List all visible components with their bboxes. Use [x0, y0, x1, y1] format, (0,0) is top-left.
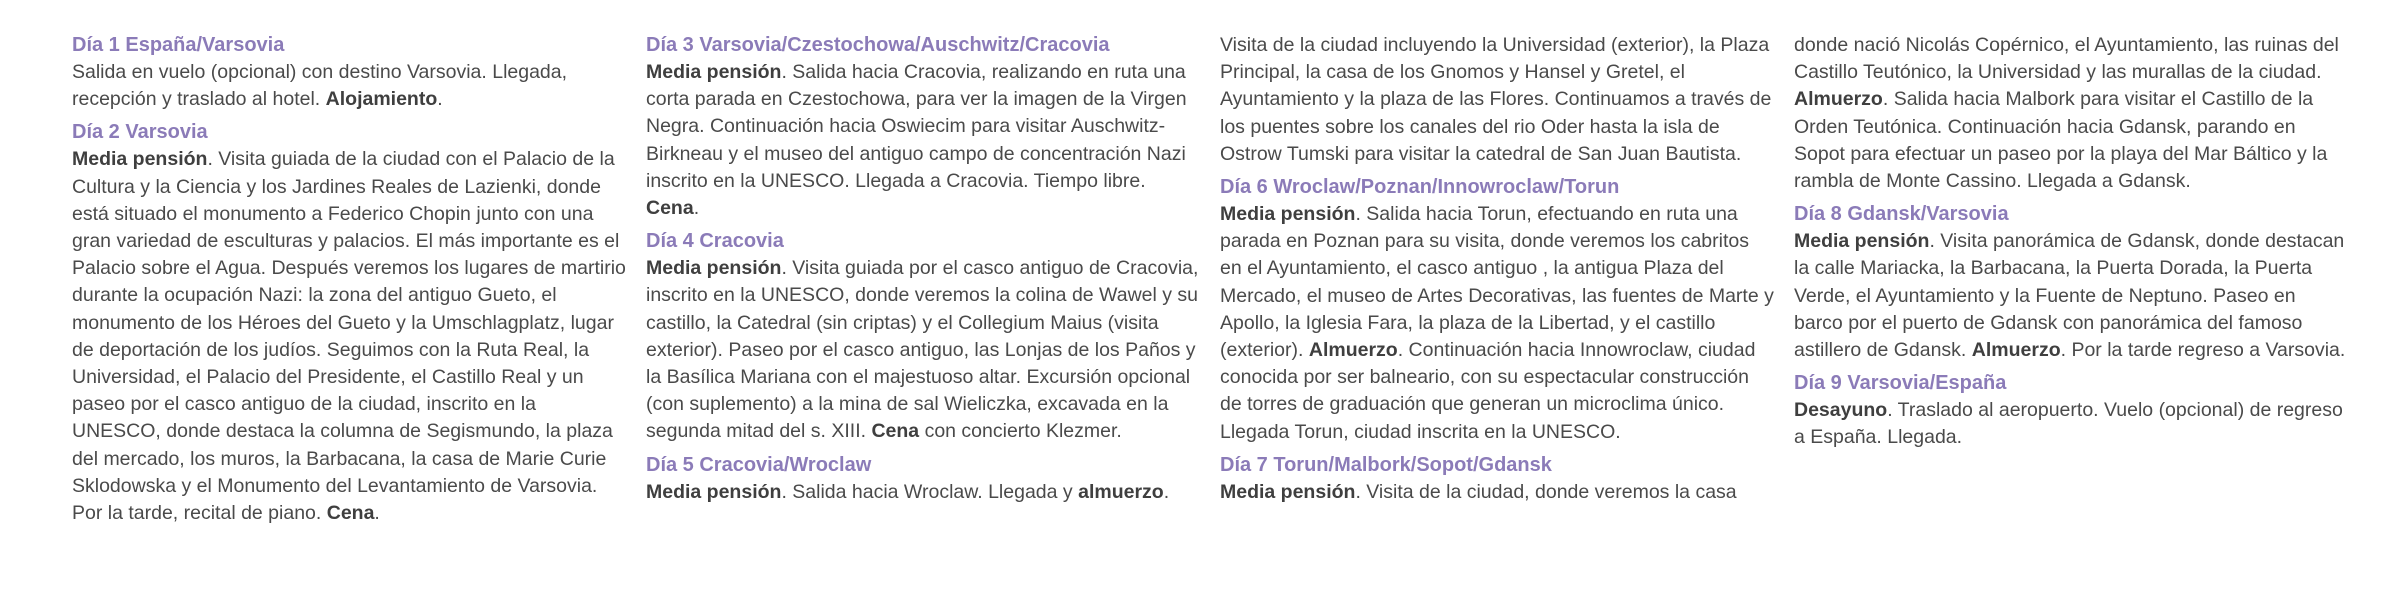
day-description: [646, 59, 1200, 222]
itinerary-column-3: [1220, 32, 1794, 613]
itinerary-day: [1794, 370, 2348, 451]
itinerary-column-4: [1794, 32, 2368, 613]
day-title: Día 1 España/Varsovia: [72, 34, 285, 56]
day-description: [1794, 32, 2348, 195]
description-text: con concierto Klezmer.: [919, 420, 1122, 443]
day-title: Día 7 Torun/Malbork/Sopot/Gdansk: [1220, 453, 1552, 476]
itinerary-day: [72, 32, 626, 113]
description-text: .: [1163, 480, 1170, 503]
day-description: [72, 59, 626, 113]
highlight-text: Media pensión: [1220, 203, 1356, 226]
itinerary-day: [646, 452, 1200, 506]
description-text: . Visita guiada por el casco antiguo de Cracovia, inscrito en la UNESCO, donde veremos la colina de Wawel y su castillo, la Catedral (sin criptas) y el Collegium Maius (visita exterior). Paseo por el casco antiguo, las Lonjas de los Paños y la Basílica Mariana con el majestuoso altar. Excursión opcional (con suplemento) a la mina de sal Wieliczka, excavada en la segunda mitad del s. XIII.: [646, 257, 1199, 443]
day-title: Día 2 Varsovia: [72, 121, 208, 144]
description-text: . Salida hacia Torun, efectuando en ruta una parada en Poznan para su visita, donde veremos los cabritos en el Ayuntamiento, el casco antiguo , la antigua Plaza del Mercado, el museo de Artes Decorativas, las fuentes de Marte y Apollo, la Iglesia Fara, la plaza de la Libertad, y el castillo (exterior).: [1220, 203, 1774, 362]
description-text: . Salida hacia Malbork para visitar el Castillo de la Orden Teutónica. Continuación hacia Gdansk, parando en Sopot para efectuar un paseo por la playa del Mar Báltico y la rambla de Monte Cassino. Llegada a Gdansk.: [1794, 88, 2328, 193]
highlight-text: Media pensión: [72, 148, 208, 171]
description-text: . Salida hacia Cracovia, realizando en ruta una corta parada en Czestochowa, para ver la imagen de la Virgen Negra. Continuación hacia Oswiecim para visitar Auschwitz-Birkneau y el museo del antiguo campo de concentración Nazi inscrito en la UNESCO. Llegada a Cracovia. Tiempo libre.: [646, 61, 1187, 192]
itinerary-day: [646, 228, 1200, 445]
itinerary-day: [1220, 32, 1774, 168]
description-text: . Continuación hacia Innowroclaw, ciudad conocida por ser balneario, con su espectacular construcción de torres de graduación que generan un microclima único. Llegada Torun, ciudad inscrita en la UNESCO.: [1220, 339, 1756, 443]
day-title: Día 8 Gdansk/Varsovia: [1794, 203, 2009, 226]
description-text: . Visita de la ciudad, donde veremos la casa: [1355, 480, 1737, 503]
day-description: [72, 146, 626, 527]
highlight-text: Almuerzo: [1971, 339, 2061, 362]
itinerary-day: [1794, 32, 2348, 195]
description-text: Visita de la ciudad incluyendo la Universidad (exterior), la Plaza Principal, la casa de los Gnomos y Hansel y Gretel, el Ayuntamiento y la plaza de las Flores. Continuamos a través de los puentes sobre los canales del rio Oder hasta la isla de Ostrow Tumski para visitar la catedral de San Juan Bautista.: [1220, 34, 1772, 165]
highlight-text: almuerzo: [1078, 480, 1164, 503]
day-description: [646, 255, 1200, 445]
description-text: . Visita panorámica de Gdansk, donde destacan la calle Mariacka, la Barbacana, la Puerta Dorada, la Puerta Verde, el Ayuntamiento y la Fuente de Neptuno. Paseo en barco por el puerto de Gdansk con panorámica del famoso astillero de Gdansk.: [1794, 230, 2345, 362]
day-title: Día 4 Cracovia: [646, 230, 784, 253]
day-title: Día 9 Varsovia/España: [1794, 372, 2007, 395]
highlight-text: Cena: [871, 420, 920, 443]
itinerary-day: [1220, 452, 1774, 506]
itinerary-day: [1220, 174, 1774, 446]
description-text: .: [374, 502, 380, 525]
highlight-text: Cena: [326, 502, 375, 525]
highlight-text: Media pensión: [646, 257, 782, 280]
description-text: . Por la tarde regreso a Varsovia.: [2060, 339, 2346, 362]
highlight-text: Almuerzo: [1308, 339, 1398, 362]
day-title: Día 6 Wroclaw/Poznan/Innowroclaw/Torun: [1220, 176, 1620, 199]
itinerary-day: [72, 119, 626, 527]
description-text: donde nació Nicolás Copérnico, el Ayuntamiento, las ruinas del Castillo Teutónico, la Universidad y las murallas de la ciudad.: [1794, 34, 2339, 84]
itinerary-column-1: [72, 32, 646, 613]
day-description: [1794, 397, 2348, 451]
itinerary-day: [1794, 201, 2348, 364]
day-description: [1220, 32, 1774, 168]
day-description: [1220, 479, 1774, 506]
day-title: Día 5 Cracovia/Wroclaw: [646, 453, 872, 476]
highlight-text: Cena: [646, 197, 694, 220]
day-title: Día 3 Varsovia/Czestochowa/Auschwitz/Cracovia: [646, 34, 1110, 56]
highlight-text: Media pensión: [646, 61, 782, 83]
highlight-text: Media pensión: [646, 480, 782, 503]
itinerary-day: [646, 32, 1200, 222]
day-description: [1220, 201, 1774, 446]
description-text: . Traslado al aeropuerto. Vuelo (opcional) de regreso a España. Llegada.: [1794, 399, 2343, 449]
description-text: . Salida hacia Wroclaw. Llegada y: [781, 480, 1079, 503]
description-text: Salida en vuelo (opcional) con destino Varsovia. Llegada, recepción y traslado al hotel.: [72, 61, 568, 111]
itinerary-column-2: [646, 32, 1220, 613]
highlight-text: Media pensión: [1794, 230, 1930, 253]
day-description: [1794, 228, 2348, 364]
highlight-text: Media pensión: [1220, 480, 1356, 503]
day-description: [646, 479, 1200, 506]
highlight-text: Desayuno: [1794, 399, 1888, 422]
highlight-text: Almuerzo: [1794, 88, 1883, 111]
highlight-text: Alojamiento: [325, 88, 438, 111]
description-text: .: [437, 88, 443, 111]
description-text: .: [693, 197, 700, 220]
description-text: . Visita guiada de la ciudad con el Palacio de la Cultura y la Ciencia y los Jardines Reales de Lazienki, donde está situado el monumento a Federico Chopin junto con una gran variedad de esculturas y palacios. El más importante es el Palacio sobre el Agua. Después veremos los lugares de martirio durante la ocupación Nazi: la zona del antiguo Gueto, el monumento de los Héroes del Gueto y la Umschlagplatz, lugar de deportación de los judíos. Seguimos con la Ruta Real, la Universidad, el Palacio del Presidente, el Castillo Real y un paseo por el casco antiguo de la ciudad, inscrito en la UNESCO, donde destaca la columna de Segismundo, la plaza del mercado, los muros, la Barbacana, la casa de Marie Curie Sklodowska y el Monumento del Levantamiento de Varsovia. Por la tarde, recital de piano.: [72, 148, 626, 525]
